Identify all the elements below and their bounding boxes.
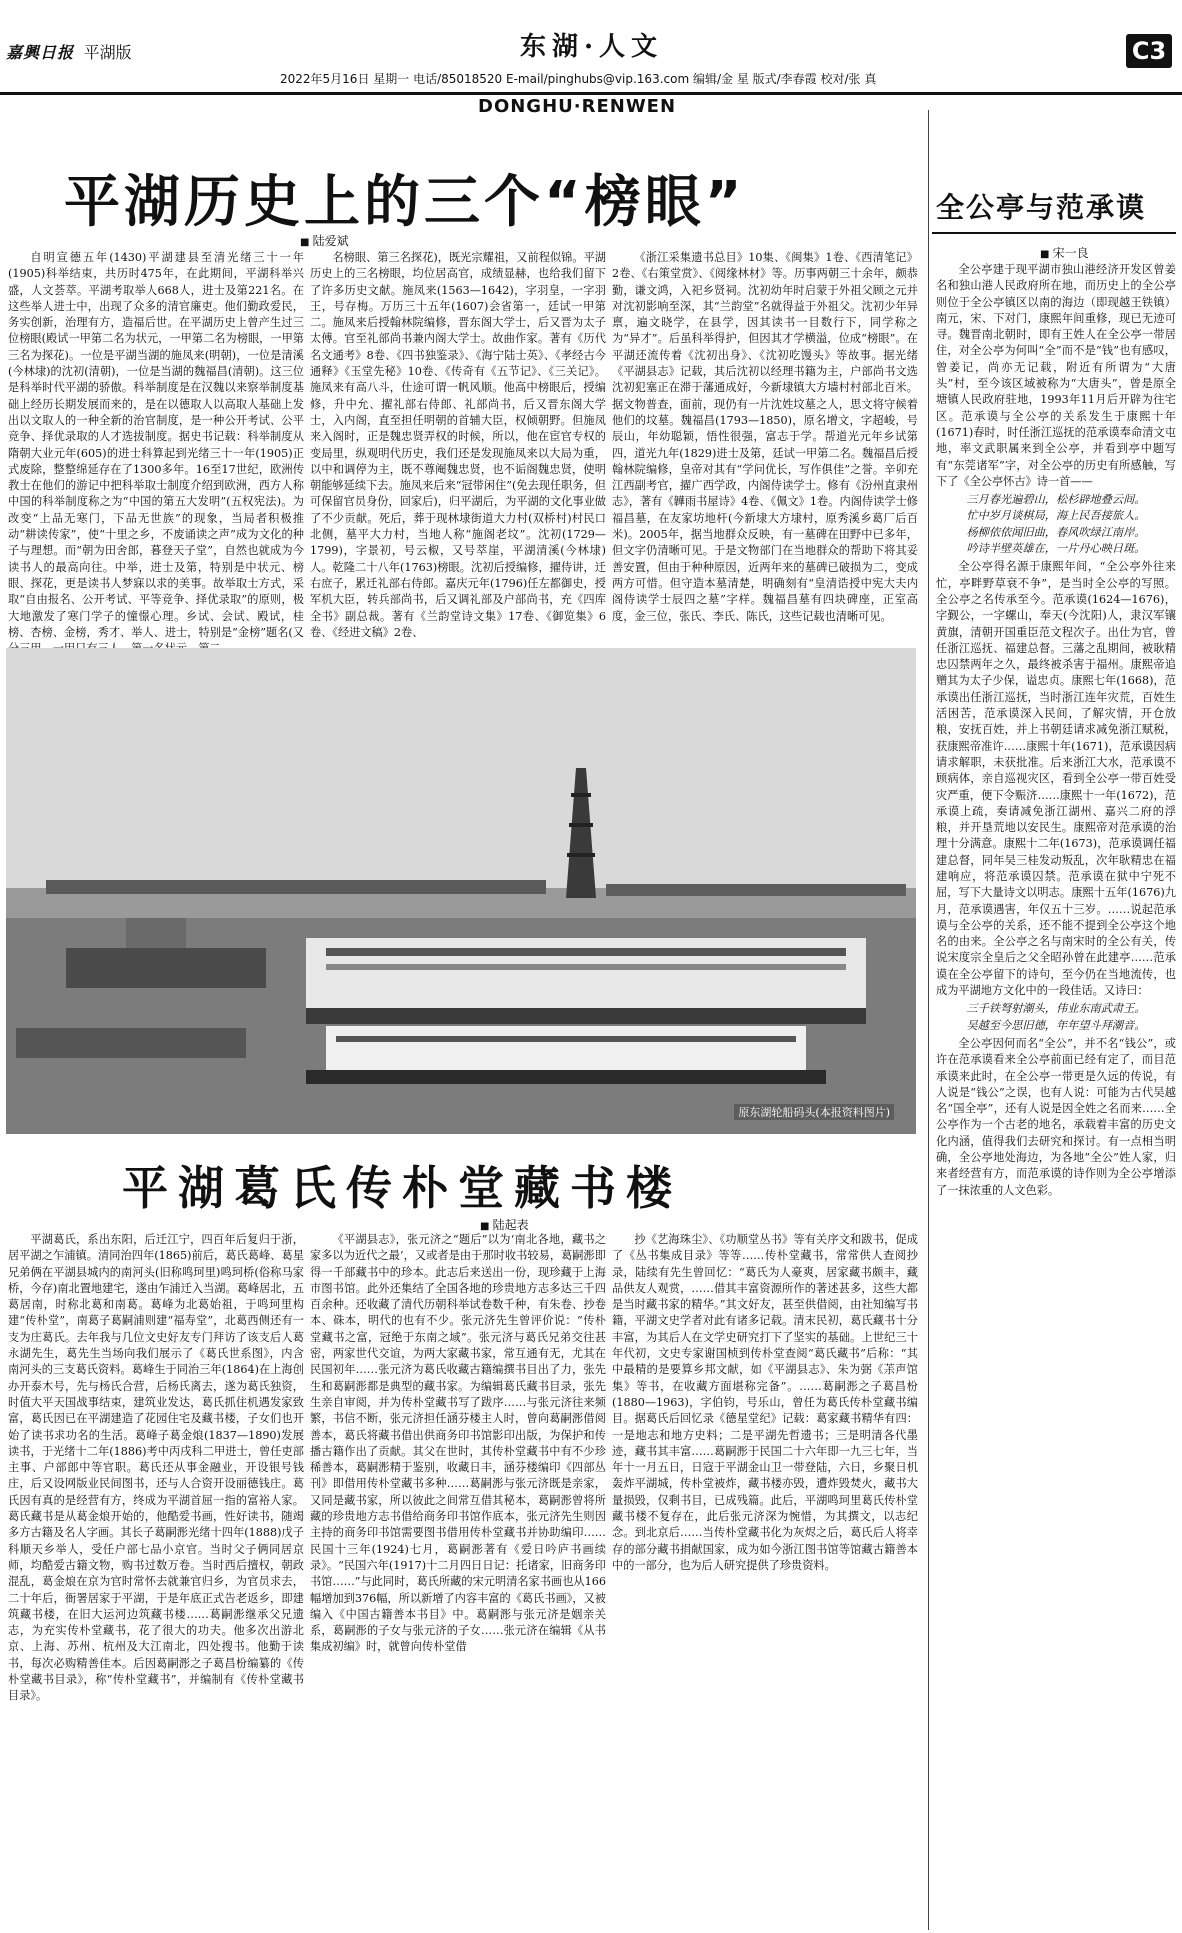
article1-column-3 [612, 250, 918, 646]
sidebar-divider [928, 110, 929, 1930]
article2-col2-text: 《平湖县志》，张元济之“题后”以为‘南北各地，藏书之家多以为近代之最’，又或者是由于那时收书较易，葛嗣浵即得一千部藏书中的珍本。此志后来送出一份，现珍藏于上海市图书馆。此外还集结了全国各地的珍贵地方志多达三千四百余种。还收藏了清代历朝科举试卷数千种，有朱卷、抄卷本、硃本，明代的也有不少。张元济先生曾评价说：“传朴堂藏书之富，冠绝于东南之域”。张元济与葛氏兄弟交往甚密，两家世代交谊，为两大家藏书家，常互通有无，尤其在民国初年……张元济为葛氏收藏古籍编撰书目出了力，张先生和葛嗣浵都是典型的藏书家。为编辑葛氏藏书目录，张先生亲自审阅，并为传朴堂藏书写了跋序……与张元济往来频繁，书信不断，张元济担任涵芬楼主人时，曾向葛嗣浵借阅善本，葛氏将藏书借出供商务印书馆影印出版，为保护和传播古籍作出了贡献。其父在世时，其传朴堂藏书中有不少珍稀善本，葛嗣浵精于鉴别，收藏日丰，涵芬楼编印《四部丛刊》即借用传朴堂藏书多种……葛嗣浵与张元济既是亲家，又同是藏书家，所以彼此之间常互借其秘本，葛嗣浵曾将所藏的珍贵地方志书借给商务印书馆作底本，张元济先生则因主持的商务印书馆需要图书借用传朴堂藏书并协助编印……民国十三年(1924)七月，葛嗣浵著有《爱日吟庐书画续录》。“民国六年(1917)十二月四日日记：托诸家，旧商务印书馆……”与此同时，葛氏所藏的宋元明清名家书画也从166幅增加到376幅，所以新增了内容丰富的《葛氏书画》，又被编入《中国古籍善本书目》中。葛嗣浵与张元济是姻亲关系，葛嗣浵的子女与张元济的子女……张元济在编辑《从书集成初编》时，就曾向传朴堂借 [310, 1233, 606, 1654]
sidebar-text-1: 全公亭建于现平湖市独山港经济开发区曾姜名和独山港人民政府所在地，而历史上的全公亭则位于全公亭镇区以南的海边（即现越王铁镇）南元，宋、下对门，康熙年间重修，现已无迹可寻。魏晋南北朝时，即有王姓人在全公亭一带居住，对全公亭为何叫“全”而不是“钱”也有感叹，曾姜记，尚亦无记载，附近有所谓为“大唐头”村，至今该区域被称为“大唐头”，曾是原全塘镇人民政府驻地，1993年11月后开辟为往宅区。范承谟与全公亭的关系发生于康熙十年(1671)春时，时任浙江巡抚的范承谟奉命清文屯地，率文武职属来到全公亭，并看到亭中题写有“东莞诸军”字，对全公亭的历史有所感触，写下了《全公亭怀古》诗一首—— [936, 263, 1176, 488]
sidebar-text-3: 全公亭因何而名“全公”，并不名“钱公”，或许在范承谟看来全公亭前面已经有定了，而目范承谟来此时，在全公亭一带更是久远的传说，有人说是“钱公”之误，也有人说：可能为古代吴越名“国全亭”，还有人说是因全姓之名而来……全公亭作为一个古老的地名，承载着丰富的历史文化内涵，值得我们去研究和探讨。有一点相当明确，全公亭地处海边，为各地“全公”姓人家，归来者经营有方，而范承谟的诗作则为全公亭增添了一抹浓重的人文色彩。 [936, 1036, 1176, 1197]
sidebar-column [936, 262, 1176, 1928]
article1-col1-text: 自明宣德五年(1430)平湖建县至清光绪三十一年(1905)科举结束，共历时475年，在此期间，平湖科举兴盛，人文荟萃。平湖考取举人668人，进士及第221名。在这些举人进士中，出现了众多的清官廉吏。他们勤政爱民，务实创新，治理有方，造福后世。在平湖历史上曾产生过三位榜眼(殿试一甲第二名为状元，一甲第二名为榜眼，一甲第三名为探花)。一位是平湖当湖的施凤来(明朝)，一位是清溪(今林埭)的沈初(清朝)，一位是当湖的魏福昌(清朝)。这三位是科举时代平湖的骄傲。科举制度是在汉魏以来察举制度基础上经历长期发展而来的，是在以德取人以高取人基础上发出以文取人的一种全新的治官制度，是一种公开考试、公平竞争、择优录取的人才选拔制度。据史书记载：科举制度从隋朝大业元年(605)的进士科算起到光绪三十一年(1905)正式废除，整整绵延存在了1300多年。16至17世纪，欧洲传教士在他们的游记中把科举取士制度介绍到欧洲，西方人称中国的科举制度称之为“中国的第五大发明”(五权宪法)。为改变“上品无寒门，下品无世族”的现象，当局者积极推动“耕读传家”，使“十里之乡，不废诵读之声”成为文化的种子与理想。而“朝为田舍郎，暮登天子堂”，自然也就成为今读书人的最高向往。中举，进士及第，特别是中状元、榜眼、探花，更是读书人梦寐以求的美事。故举取士方式，采取“自由报名、公开考试、平等竞争、择优录取”的原则，极大地激发了寒门学子的憧憬心理。乡试、会试、殿试，桂榜、杏榜、金榜，秀才、举人、进士，特别是“金榜”题名(又 [8, 251, 304, 639]
paper-title: 嘉興日报 [6, 43, 75, 62]
section-logo: 东湖·人文 [520, 32, 664, 62]
sidebar-title-rule [932, 232, 1176, 234]
article1-byline: ■ 陆爱斌 [300, 232, 349, 249]
paper-name [6, 40, 132, 63]
sidebar-poem-2: 三千铁弩射潮头，伟业东南武肃王。 吴越至今思旧德，年年望斗拜潮音。 [966, 1002, 1146, 1032]
page-number: C3 [1126, 34, 1172, 68]
info-line: 2022年5月16日 星期一 电话/85018520 E-mail/pinghubs@vip.163.com 编辑/金 星 版式/李春霞 校对/张 真 [280, 72, 877, 86]
sidebar-byline: ■ 宋一良 [1040, 244, 1089, 261]
section-pinyin: DONGHU·RENWEN [478, 96, 677, 117]
harbor-illustration [6, 648, 916, 1134]
article2-byline: ■ 陆起表 [480, 1216, 529, 1233]
article1-col2-text: 名榜眼、第三名探花)，既光宗耀祖，又前程似锦。平湖历史上的三名榜眼，均位居高官，成绩显赫，也给我们留下了许多历史文献。施凤来(1563—1642)，字羽皇，一字羽王，号存梅。万历三十五年(1607)会省第一，廷试一甲第二。施凤来后授翰林院编修，晋东阁大学士，后又晋为太子太傅。官至礼部尚书兼内阁大学士。故曲作家。著有《历代名文通考》8卷、《四书独鉴录》、《海宁陆士英》、《孝经古今通释》《玉堂先秘》10卷、《传奇有《五节记》、《三关记》。施凤来有高八斗，仕途可谓一帆风顺。他高中榜眼后，授编修，升中允、擢礼部右侍郎、礼部尚书，后又晋东阁大学士，入内阁，直至担任明朝的首辅大臣，权倾朝野。但施凤来入阁时，正是魏忠贤弄权的时候，所以，他在宦官专权的变局里，纵观明代历史，我们还是发现施凤来以大局为重，以中和调停为主，既不尊阉魏忠贤，也不诟阁魏忠贤，使明朝能够延续下去。施凤来后来“冠带闲住”(免去现任职务，但可保留官员身份，回家后)，归平湖后，为平湖的文化事业做了不少贡献。死后，葬于现林埭街道大力村(双桥村)村民口北侧，墓平大力村，当地人称“施阁老坟”。沈初(1729—1799)，字景初，号云椒，又号萃崖，平湖清溪(今林埭)人。乾隆二十八年(1763)榜眼。沈初后授编修，擢侍讲，迁右庶子，累迁礼部右侍郎。嘉庆元年(1796)任左都御史，授军机大臣，转兵部尚书，后又调礼部及户部尚书，充《四库全书》副总裁。著有《兰韵堂诗文集》17卷、《御览集》6卷、《经进文稿》2卷、 [310, 251, 606, 639]
edition-label: 平湖版 [83, 43, 132, 62]
article2-col1-text: 平湖葛氏，系出东阳，后迁江宁，四百年后复归于浙，居平湖之乍浦镇。清同治四年(1865)前后，葛氏葛峰、葛星兄弟俩在平湖县城内的南河头(旧称鸣珂里)鸣珂桥(俗称马家桥，今存)南北置地建宅，遂由乍浦迁入当湖。葛峰居北，五葛居南，时称北葛和南葛。葛峰为北葛始祖，于鸣珂里构建“传朴堂”，南葛子葛嗣浦则建“福寿堂”，北葛西侧还有一支为庄葛氏。去年我与几位文史好友专门拜访了该支后人葛永湖先生，葛先生当场向我们展示了《葛氏世系图》，内含南河头的三支葛氏资料。葛峰生于同治三年(1864)在上海创办开泰木号，先与杨氏合营，后杨氏离去，遂为葛氏独资，时值大平天国战事结束，建筑业发达，葛氏抓住机遇发家致富，葛氏因已在平湖建造了花园住宅及藏书楼，子女们也开始了读书求功名的生活。葛峰子葛金烺(1837—1890)发展读书，于光绪十二年(1886)考中丙戌科二甲进士，曾任吏部主事、户部郎中等官职。葛氏还从事金融业，开设银号钱庄，后又设网版业民间图书，还与人合资开设丽德钱庄。葛氏因有真的是经营有方，终成为平湖首屈一指的富裕人家。葛氏藏书是从葛金烺开始的，他酷爱书画，性好读书，随竭多方古籍及名人字画。其长子葛嗣浵光绪十四年(1888)戊子科顺天乡举人，受任户部七品小京官。当时父子俩同居京师，均酷爱古籍文物，购书过数万卷。当时西后擅权，朝政混乱，葛金烺在京为官时常怀去就兼官归乡，为官员求去，二十年后，衙署居家于平湖，于是年底正式告老返乡，即建筑藏书楼，在旧大运河边筑藏书楼……葛嗣浵继承父兄遗志，为充实传朴堂藏书，花了很大的功夫。他多次出游北京、上海、苏州、杭州及大江南北，四处搜书。他勤于读书，每次必购精善佳本。后因葛嗣浵之子葛昌枌编纂的《传朴堂藏书目录》，称“传朴堂藏书”，并编制有《传朴堂藏书目录》。 [8, 1233, 304, 1703]
article2-col3-text: 抄《艺海珠尘》、《功顺堂丛书》等有关序文和跋书，促成了《丛书集成目录》等等……传朴堂藏书，常常供人查阅抄录，陆续有先生曾回忆：“葛氏为人豪爽，居家藏书颇丰，藏品供友人观赏，……借其丰富资源所作的著述甚多，这些大都是当时藏书家的精华。”其文好友，甚至供借阅，由社知编写书籍，平湖文史学者对此有诸多记载。清末民初，葛氏藏书十分丰富，为其后人在文学史研究打下了坚实的基础。上世纪三十年代初，文史专家谢国桢到传朴堂查阅“葛氏藏书”后称：“其中最精的是要算乡邦文献，如《平湖县志》、朱为弼《茮声馆集》等书，在收藏方面堪称完备”。……葛嗣浵之子葛昌枌(1880—1963)，字伯钧，号乐山，曾任为葛氏传朴堂藏书编目。据葛氏后回忆录《德星堂纪》记载：葛家藏书精华有四：一是地志和地方史料；二是平湖先哲遗书；三是明清各代墨迹，藏书其丰富……葛嗣浵于民国二十六年即一九三七年，当年十一月五日，日寇于平湖金山卫一带登陆，六日，乡聚日机轰炸平湖城，传朴堂被炸，藏书楼亦毁，遭炸毁焚火，藏书大量损毁，仅剩书目，已成残篇。此后，平湖鸣珂里葛氏传朴堂藏书楼不复存在，此后张元济深为惋惜，为其撰文，以志纪念。到北京后……当传朴堂藏书化为灰烬之后，葛氏后人将幸存的部分藏书捐献国家，成为如今浙江图书馆等馆藏古籍善本中的一部分，也为后人研究提供了珍贵资料。 [612, 1233, 918, 1572]
header-rule [0, 92, 1182, 95]
historic-photo [6, 648, 916, 1134]
article2-title: 平湖葛氏传朴堂藏书楼 [122, 1161, 682, 1215]
photo-caption: 原东湖轮船码头(本报资料图片) [734, 1104, 894, 1120]
article1-column-1 [8, 250, 304, 646]
article1-col3-text: 《浙江采集遗书总目》10集、《闽集》1卷、《西清笔记》2卷、《右策堂赏》、《阅缘林材》等。历事两朝三十余年，颇恭勤，谦文鸿，入祀乡贤祠。沈初幼年时启蒙于外祖父顾之元并对沈初影响至深，其“兰韵堂”名就得益于外祖父。沈初少年异禀，遍文晓学，在县学，因其读书一目数行下，同学称之为“异才”。后虽科举得护，但因其才学横溢，位成“榜眼”。在平湖还流传着《沈初出身》、《沈初吃馒头》等故事。据光绪《平湖县志》记载，其后沈初以经理书籍为主，户部尚书文选沈初犯塞正在滞于藩通成好，今新埭镇大方墙村村部北百米。据文物普查，面前，现仍有一片沈姓坟墓之人，思文将守候着他们的坟墓。魏福昌(1793—1850)，原名增文，字超峻，号辰山，年幼聪颖，悟性很强，富志于学。帮道光元年乡试第四，道光九年(1829)进士及第，廷试一甲第二名。魏福昌后授翰林院编修，皇帝对其有“学问优长，写作俱佳”之誉。辛卯充江西副考官，擢广西学政，内阁侍读学士。修有《汾州直隶州志》，著有《韡雨书屋诗》4卷、《佩文》1卷。内阁侍读学士修福昌墓，在友家坊地杆(今新埭大方埭村，原秀溪乡葛厂后百米)。2005年，据当地群众反映，有一墓碑在田野中已多年，但文字仍清晰可见。于是文物部门在当地群众的帮助下将其妥善安置，但由于种种原因，近两年来的墓碑已破损为二，变成两方可惜。但守造本墓清楚，明确刻有“皇清诰授中宪大夫内阁侍读学士辰四之墓”字样。魏福昌墓有四块碑座，正室高度，金三位，张氏、李氏、陈氏，这些记载也清晰可见。 [612, 251, 918, 623]
sidebar-title: 全公亭与范承谟 [936, 191, 1147, 224]
article2-column-2 [310, 1232, 606, 1928]
article1-title: 平湖历史上的三个“榜眼” [64, 170, 746, 235]
masthead [0, 0, 1182, 92]
article2-column-3 [612, 1232, 918, 1928]
article2-column-1 [8, 1232, 304, 1928]
sidebar-text-2: 全公亭得名源于康熙年间，“全公亭外往来忙，亭畔野草衰不争”，是当时全公亭的写照。全公亭之名传承至今。范承谟(1624—1676)，字觐公，一字螺山，奉天(今沈阳)人，隶汉军镶黄旗，清朝开国重臣范文程次子。出仕为官，曾任浙江巡抚、福建总督。三藩之乱期间，被耿精忠囚禁两年之久，最终被杀害于福州。康熙帝追赠其为太子少保，谥忠贞。康熙七年(1668)，范承谟出任浙江巡抚，当时浙江连年灾荒，百姓生活困苦，范承谟深入民间，了解灾情，开仓放粮，安抚百姓，并上书朝廷请求减免浙江赋税，获康熙帝准许……康熙十年(1671)，范承谟因病请求解职，未获批准。后来浙江大水，范承谟不顾病体，亲自巡视灾区，看到全公亭一带百姓受灾严重，便下令赈济……康熙十一年(1672)，范承谟上疏，奏请减免浙江湖州、嘉兴二府的浮粮，并开垦荒地以安民生。康熙帝对范承谟的治理十分满意。康熙十二年(1673)，范承谟调任福建总督，同年吴三桂发动叛乱，次年耿精忠在福建响应，将范承谟囚禁。范承谟在狱中宁死不屈，写下大量诗文以明志。康熙十五年(1676)九月，范承谟遇害，年仅五十三岁。……说起范承谟与全公亭的关系，还不能不提到全公亭这个地名的由来。全公亭之名与南宋时的全公有关，传说宋度宗全皇后之父全昭孙曾在此建亭……范承谟在全公亭留下的诗句，至今仍在当地流传，也成为平湖地方文化中的一段佳话。又诗曰： [936, 560, 1176, 998]
sidebar-poem-1: 三月春光遍碧山，松杉辟地叠云间。 忙中岁月谈棋局，海上民吾接旅人。 杨柳依依闻旧曲，春风吹绿江南岸。 吟诗半壁英雄在，一片丹心映日斑。 [966, 493, 1146, 556]
article1-column-2 [310, 250, 606, 646]
